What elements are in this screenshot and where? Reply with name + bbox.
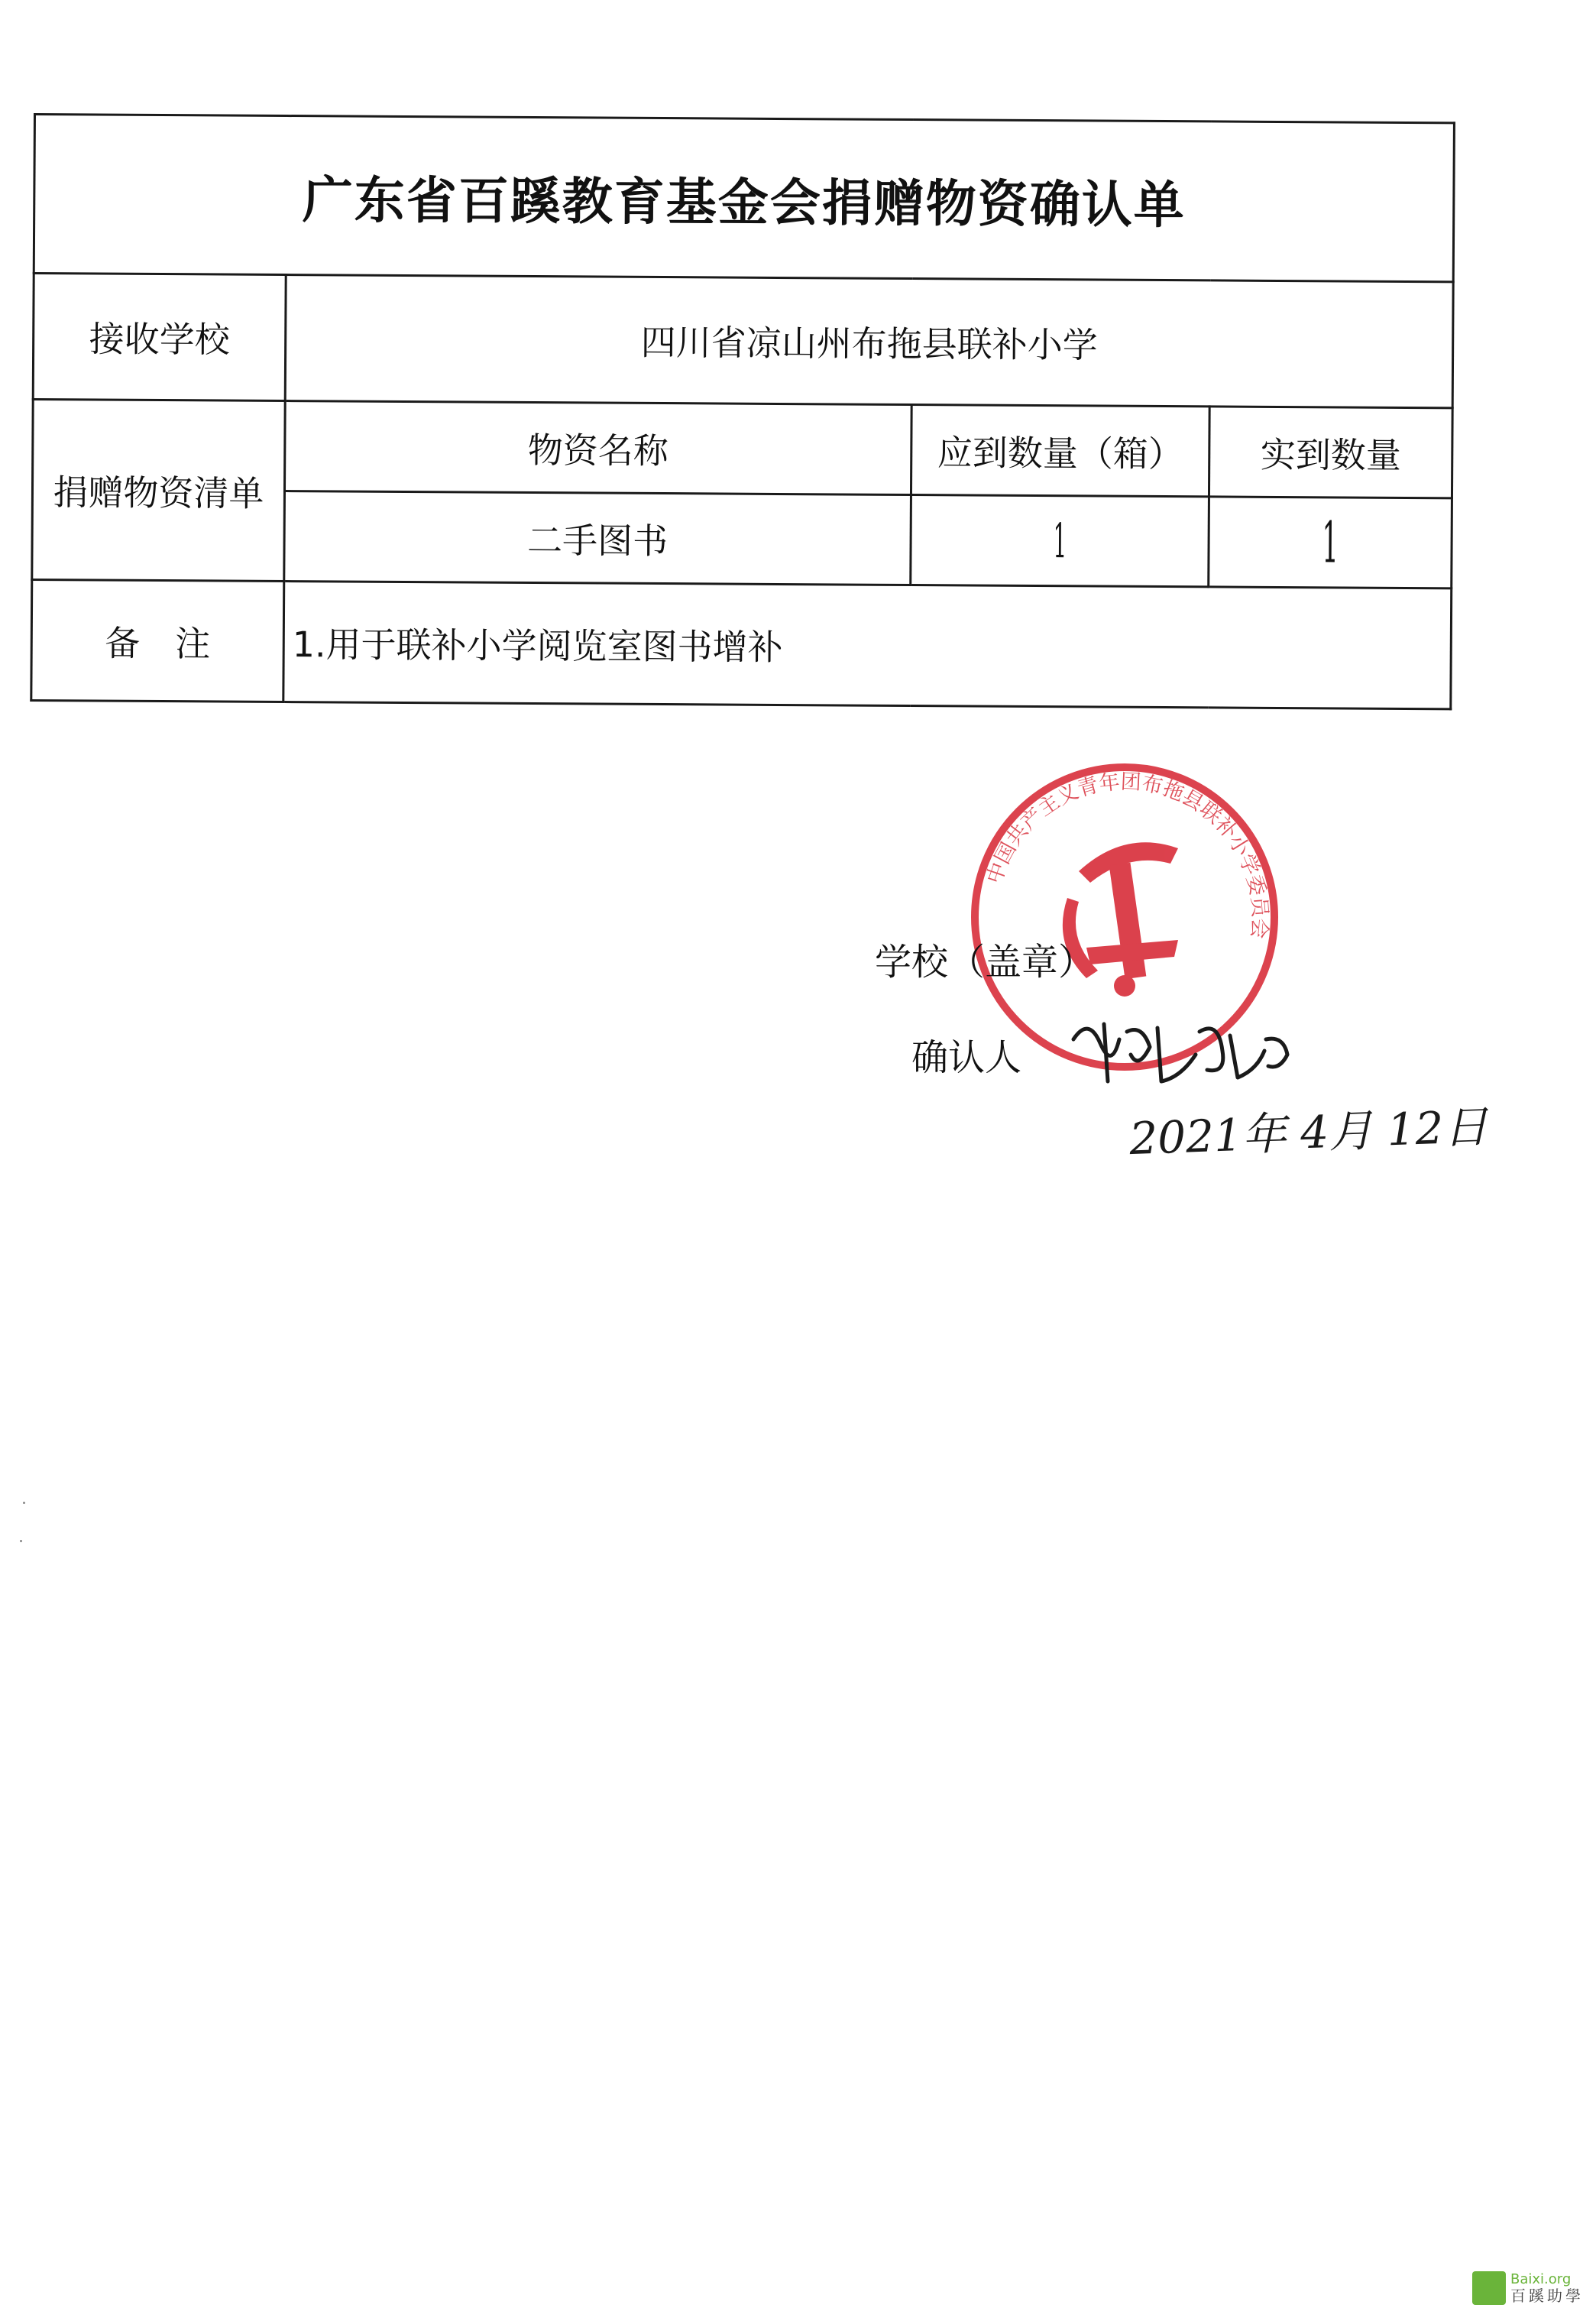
watermark-brand: Baixi.org <box>1510 2271 1572 2288</box>
donation-confirmation-form <box>30 113 1453 705</box>
watermark <box>1472 2271 1584 2305</box>
receiving-school-value: 四川省凉山州布拖县联补小学 <box>285 275 1453 408</box>
donation-list-label: 捐赠物资清单 <box>32 400 285 582</box>
item-actual-qty: 1 <box>1322 509 1339 575</box>
confirmer-label: 确认人 <box>911 1036 1022 1079</box>
item-expected-qty: 1 <box>1052 513 1067 569</box>
form-table <box>30 113 1455 710</box>
remarks-value: 1.用于联补小学阅览室图书增补 <box>283 582 1452 709</box>
column-header-expected-qty: 应到数量（箱） <box>911 405 1209 497</box>
stamp-ring-text: 中国共产主义青年团布拖县联补小学委员会 <box>983 770 1272 940</box>
baixi-logo-icon <box>1472 2271 1506 2305</box>
watermark-cn: 百蹊助學 <box>1510 2286 1584 2305</box>
item-name: 二手图书 <box>284 491 911 585</box>
receiving-school-label: 接收学校 <box>33 274 286 401</box>
handwritten-signature <box>1066 1009 1295 1093</box>
signoff-date: 2021年 4月 12日 <box>1128 1100 1489 1165</box>
school-seal-label: 学校（盖章） <box>875 941 1096 984</box>
column-header-actual-qty: 实到数量 <box>1209 407 1452 498</box>
remarks-label: 备 注 <box>31 579 284 702</box>
column-header-name: 物资名称 <box>284 401 911 495</box>
form-title: 广东省百蹊教育基金会捐赠物资确认单 <box>34 115 1454 282</box>
